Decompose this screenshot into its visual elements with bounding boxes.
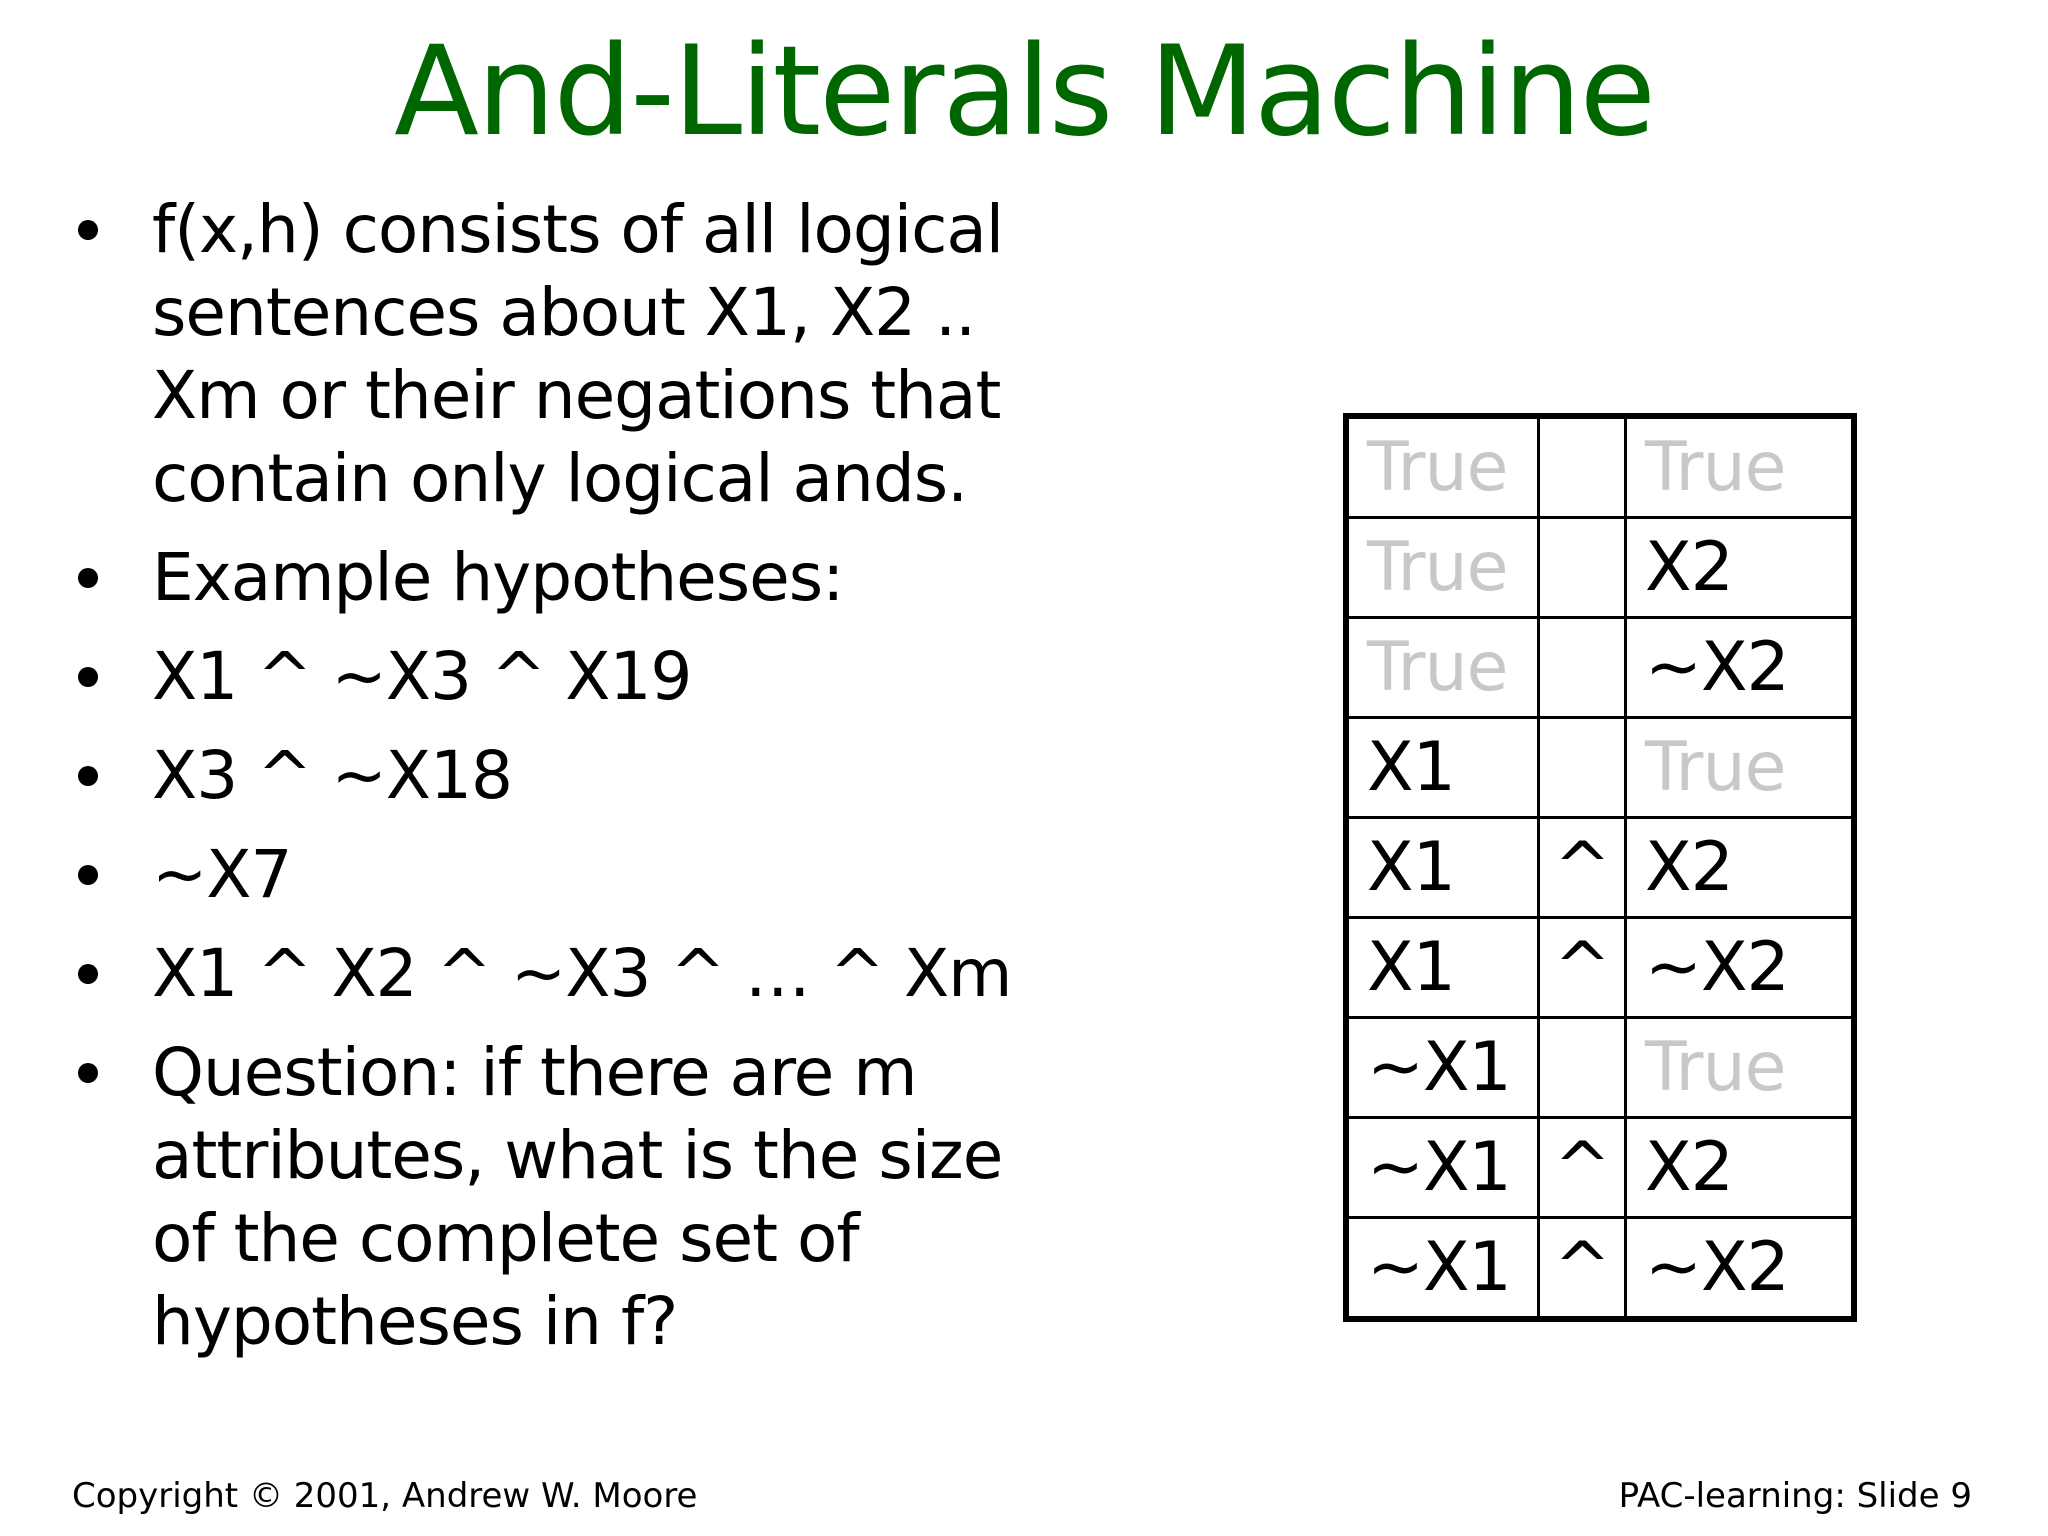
and-operator-cell	[1539, 416, 1626, 518]
and-operator-cell	[1539, 618, 1626, 718]
left-literal-cell: X1	[1346, 818, 1539, 918]
bullet-text: Question: if there are m attributes, what is the size of the complete set of hypotheses in f?	[152, 1034, 1003, 1360]
hypothesis-table	[1343, 413, 1857, 1322]
right-literal-cell: X2	[1626, 518, 1855, 618]
and-operator-cell	[1539, 1018, 1626, 1118]
bullet-dot-icon	[78, 220, 98, 240]
table-row	[1346, 1018, 1854, 1118]
left-literal-cell: True	[1346, 618, 1539, 718]
bullet-item	[70, 536, 1070, 619]
copyright-footer: Copyright © 2001, Andrew W. Moore	[72, 1476, 698, 1516]
right-literal-cell: True	[1626, 1018, 1855, 1118]
left-literal-cell: X1	[1346, 918, 1539, 1018]
right-literal-cell: ~X2	[1626, 618, 1855, 718]
left-literal-cell: ~X1	[1346, 1218, 1539, 1320]
table-row	[1346, 618, 1854, 718]
table-row	[1346, 1118, 1854, 1218]
bullet-item	[70, 932, 1070, 1015]
bullet-text: X1 ^ ~X3 ^ X19	[152, 638, 692, 715]
and-operator-cell: ^	[1539, 1118, 1626, 1218]
left-literal-cell: ~X1	[1346, 1018, 1539, 1118]
left-literal-cell: X1	[1346, 718, 1539, 818]
table-row	[1346, 918, 1854, 1018]
table-row	[1346, 818, 1854, 918]
right-literal-cell: X2	[1626, 1118, 1855, 1218]
and-operator-cell	[1539, 518, 1626, 618]
right-literal-cell: True	[1626, 416, 1855, 518]
right-literal-cell: True	[1626, 718, 1855, 818]
right-literal-cell: X2	[1626, 818, 1855, 918]
slide-number-footer: PAC-learning: Slide 9	[1618, 1476, 1972, 1516]
table-row	[1346, 718, 1854, 818]
bullet-item	[70, 734, 1070, 817]
bullet-text: X3 ^ ~X18	[152, 737, 512, 814]
table-row	[1346, 518, 1854, 618]
bullet-dot-icon	[78, 1063, 98, 1083]
bullet-dot-icon	[78, 667, 98, 687]
left-literal-cell: True	[1346, 416, 1539, 518]
bullet-dot-icon	[78, 865, 98, 885]
left-literal-cell: True	[1346, 518, 1539, 618]
bullet-text: Example hypotheses:	[152, 539, 844, 616]
and-operator-cell	[1539, 718, 1626, 818]
bullet-list	[70, 188, 1070, 1379]
bullet-item	[70, 1031, 1070, 1363]
bullet-dot-icon	[78, 766, 98, 786]
bullet-text: f(x,h) consists of all logical sentences about X1, X2 .. Xm or their negations that contain only logical ands.	[152, 191, 1004, 517]
and-operator-cell: ^	[1539, 1218, 1626, 1320]
right-literal-cell: ~X2	[1626, 918, 1855, 1018]
right-literal-cell: ~X2	[1626, 1218, 1855, 1320]
bullet-dot-icon	[78, 568, 98, 588]
and-operator-cell: ^	[1539, 818, 1626, 918]
bullet-item	[70, 833, 1070, 916]
bullet-item	[70, 635, 1070, 718]
table-row	[1346, 1218, 1854, 1320]
slide-title: And-Literals Machine	[394, 20, 1654, 164]
table-row	[1346, 416, 1854, 518]
left-literal-cell: ~X1	[1346, 1118, 1539, 1218]
bullet-text: X1 ^ X2 ^ ~X3 ^ … ^ Xm	[152, 935, 1012, 1012]
bullet-text: ~X7	[152, 836, 292, 913]
bullet-item	[70, 188, 1070, 520]
and-operator-cell: ^	[1539, 918, 1626, 1018]
bullet-dot-icon	[78, 964, 98, 984]
